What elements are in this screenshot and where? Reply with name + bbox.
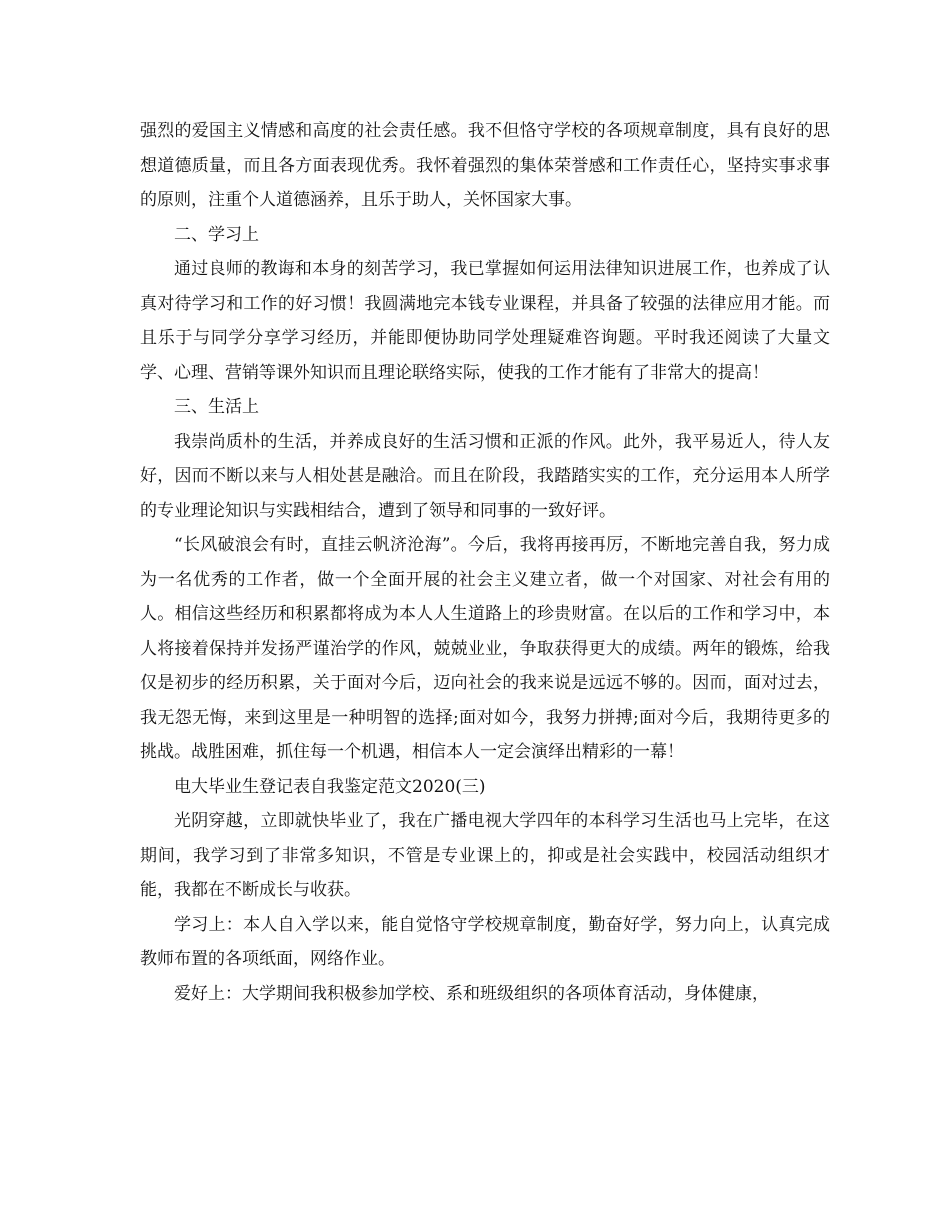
paragraph-study-3: 学习上：本人自入学以来，能自觉恪守学校规章制度，勤奋好学，努力向上，认真完成教师布置的各项纸面，网络作业。 [140,914,830,969]
paragraph-1: 强烈的爱国主义情感和高度的社会责任感。我不但恪守学校的各项规章制度，具有良好的思想道德质量，而且各方面表现优秀。我怀着强烈的集体荣誉感和工作责任心，坚持实事求事的原则，注重个人道德涵养，且乐于助人，关怀国家大事。 [140,121,830,210]
section-heading-life: 三、生活上 [174,397,259,417]
article-title-3: 电大毕业生登记表自我鉴定范文2020(三) [174,776,486,797]
paragraph-conclusion: “长风破浪会有时，直挂云帆济沧海”。今后，我将再接再厉，不断地完善自我，努力成为一名优秀的工作者，做一个全面开展的社会主义建立者，做一个对国家、对社会有用的人。相信这些经历和积累都将成为本人人生道路上的珍贵财富。在以后的工作和学习中，本人将接着保持并发扬严谨治学的作风，兢兢业业，争取获得更大的成绩。两年的锻炼，给我仅是初步的经历积累，关于面对今后，迈向社会的我来说是远远不够的。因而，面对过去，我无怨无悔，来到这里是一种明智的选择;面对如今，我努力拼搏;面对今后，我期待更多的挑战。战胜困难，抓住每一个机遇，相信本人一定会演绎出精彩的一幕！ [140,535,830,762]
paragraph-intro-3: 光阴穿越，立即就快毕业了，我在广播电视大学四年的本科学习生活也马上完毕，在这期间，我学习到了非常多知识，不管是专业课上的，抑或是社会实践中，校园活动组织才能，我都在不断成长与收获。 [140,811,830,900]
paragraph-study: 通过良师的教诲和本身的刻苦学习，我已掌握如何运用法律知识进展工作，也养成了认真对待学习和工作的好习惯！我圆满地完本钱专业课程，并具备了较强的法律应用才能。而且乐于与同学分享学习经历，并能即便协助同学处理疑难咨询题。平时我还阅读了大量文学、心理、营销等课外知识而且理论联络实际，使我的工作才能有了非常大的提高！ [140,259,830,383]
document-body [140,114,830,1011]
paragraph-hobby-3: 爱好上：大学期间我积极参加学校、系和班级组织的各项体育活动，身体健康， [174,983,769,1004]
paragraph-life: 我崇尚质朴的生活，并养成良好的生活习惯和正派的作风。此外，我平易近人，待人友好，因而不断以来与人相处甚是融洽。而且在阶段，我踏踏实实的工作，充分运用本人所学的专业理论知识与实践相结合，遭到了领导和同事的一致好评。 [140,431,830,521]
section-heading-study: 二、学习上 [174,224,259,245]
